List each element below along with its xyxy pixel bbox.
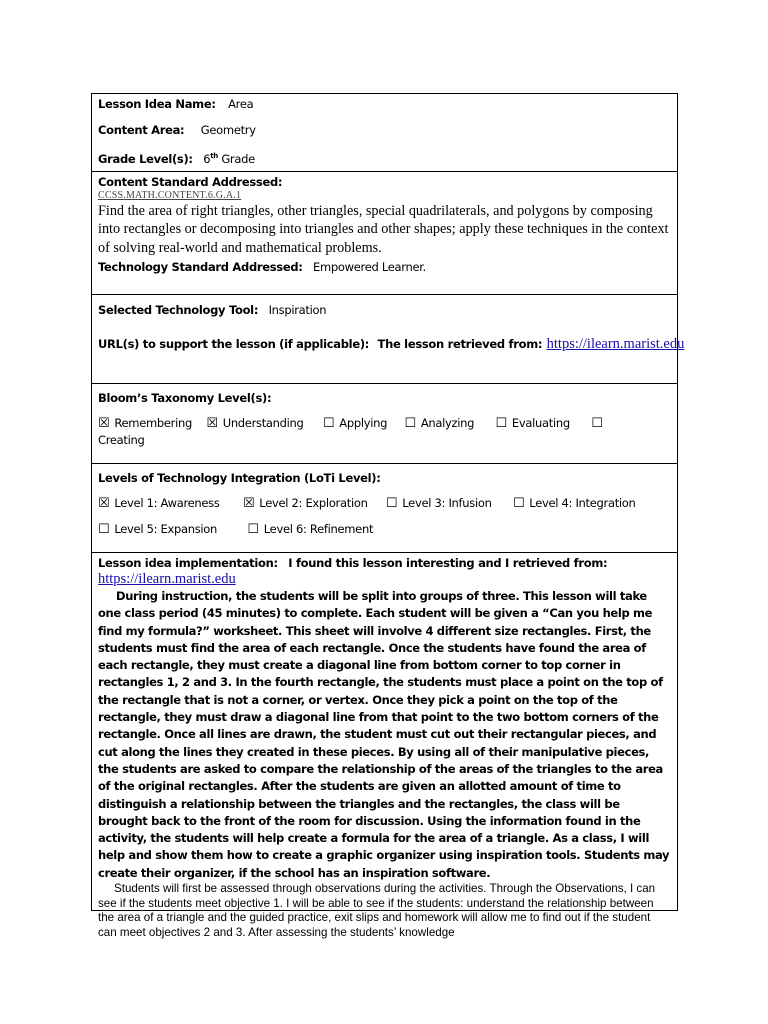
loti-level-2[interactable]: ☒ Level 2: Exploration: [242, 496, 368, 511]
grade-label: Grade Level(s):: [98, 151, 193, 166]
implementation-section: [92, 553, 677, 939]
content-standard-label: Content Standard Addressed:: [98, 175, 283, 189]
grade-number: 6: [203, 151, 211, 166]
loti-row-1: [98, 496, 671, 511]
standard-code: CCSS.MATH.CONTENT.6.G.A.1: [98, 190, 242, 201]
tech-standard-label: Technology Standard Addressed:: [98, 260, 303, 275]
checkbox-unchecked-icon: ☐: [495, 416, 507, 431]
implementation-paragraph-1: During instruction, the students will be split into groups of three. This lesson will take one class period (45 minutes) to complete. Each student will be given a “Can you help me find my formula?” worksheet. This sheet will involve 4 different size rectangles. First, the students must find the area of each rectangle. Once the students have found the area of each rectangle, they must create a diagonal line from bottom corner to top corner in rectangles 1, 2 and 3. In the fourth rectangle, the students must place a point on the top of the rectangle that is not a corner, or vertex. Once they pick a point on the top of the rectangle, they must draw a diagonal line from that point to the two bottom corners of the rectangle. Once all lines are drawn, the student must cut out their rectangular pieces, and cut along the lines they created in these pieces. By using all of their manipulative pieces, the students are asked to compare the relationship of the areas of the triangles to the area of the original rectangles. After the students are given an allotted amount of time to distinguish a relationship between the triangles and the rectangles, the class will be brought back to the front of the room for discussion. Using the information found in the activity, the students will help create a formula for the area of a triangle. As a class, I will help and show them how to create a graphic organizer using inspiration tools. Students may create their organizer, if the school has an inspiration software.: [98, 589, 670, 880]
loti-row-2: [98, 522, 671, 537]
checkbox-checked-icon: ☒: [98, 496, 110, 511]
implementation-label: Lesson idea implementation:: [98, 556, 278, 570]
loti-level-3[interactable]: ☐ Level 3: Infusion: [385, 496, 492, 511]
checkbox-checked-icon: ☒: [98, 416, 110, 431]
blooms-creating-box[interactable]: [591, 415, 607, 432]
checkbox-unchecked-icon: ☐: [591, 416, 603, 431]
loti-level-4[interactable]: ☐ Level 4: Integration: [512, 496, 636, 511]
content-area-label: Content Area:: [98, 123, 185, 137]
tech-standard-value: Empowered Learner.: [313, 260, 426, 275]
blooms-analyzing[interactable]: ☐ Analyzing: [404, 416, 475, 431]
url-label: URL(s) to support the lesson (if applicable):: [98, 337, 370, 351]
tool-section: [92, 295, 685, 384]
checkbox-checked-icon: ☒: [242, 496, 255, 511]
lesson-url-link[interactable]: https://ilearn.marist.edu: [546, 336, 685, 352]
url-row: [98, 336, 685, 352]
lesson-name-label: Lesson Idea Name:: [98, 97, 216, 111]
url-intro: The lesson retrieved from:: [377, 337, 543, 351]
grade-value: [203, 152, 255, 166]
standards-section: [92, 172, 677, 295]
checkbox-unchecked-icon: ☐: [404, 416, 416, 431]
grade-row: [98, 149, 671, 166]
blooms-applying[interactable]: ☐ Applying: [322, 416, 388, 431]
grade-suffix: th: [210, 152, 218, 160]
loti-section: [92, 464, 677, 553]
loti-level-1[interactable]: ☒ Level 1: Awareness: [98, 496, 220, 511]
blooms-remembering[interactable]: ☒ Remembering: [98, 416, 192, 431]
checkbox-checked-icon: ☒: [206, 416, 218, 431]
grade-word: Grade: [221, 151, 255, 166]
lesson-name-row: [98, 97, 671, 111]
lesson-name-value: Area: [228, 97, 254, 111]
checkbox-unchecked-icon: ☐: [385, 496, 398, 511]
loti-level-5[interactable]: ☐ Level 5: Expansion: [98, 522, 218, 537]
blooms-evaluating[interactable]: ☐ Evaluating: [495, 416, 570, 431]
loti-label: Levels of Technology Integration (LoTi Level):: [98, 471, 381, 485]
lesson-info-section: [92, 94, 677, 172]
checkbox-unchecked-icon: ☐: [512, 496, 525, 511]
checkbox-unchecked-icon: ☐: [322, 416, 335, 431]
implementation-url-link[interactable]: https://ilearn.marist.edu: [98, 571, 236, 587]
blooms-creating-label: Creating: [98, 433, 145, 447]
implementation-url-row: [98, 570, 671, 588]
lesson-plan-table: [91, 93, 685, 939]
blooms-section: [92, 384, 677, 464]
tool-row: [98, 303, 671, 317]
implementation-heading-row: [98, 556, 671, 570]
content-area-value: Geometry: [200, 123, 256, 137]
tool-value: Inspiration: [268, 303, 327, 317]
implementation-intro: I found this lesson interesting and I retrieved from:: [288, 556, 608, 570]
tech-standard-row: [98, 260, 671, 274]
checkbox-unchecked-icon: ☐: [247, 522, 259, 537]
blooms-label: Bloom’s Taxonomy Level(s):: [98, 391, 272, 405]
assessment-paragraph: Students will first be assessed through observations during the activities. Through the Observations, I can see if the students meet objective 1. I will be able to see if the students: understand the relationship between the area of a triangle and the guided practice, exit slips and homework will allow me to find out if the student can meet objectives 2 and 3. After assessing the students’ knowledge: [98, 882, 656, 939]
blooms-understanding[interactable]: ☒ Understanding: [206, 416, 304, 431]
content-area-row: [98, 123, 671, 137]
standard-description: Find the area of right triangles, other triangles, special quadrilaterals, and polygons by composing into rectangles or decomposing into triangles and other shapes; apply these techniques in the context of solving real-world and mathematical problems.: [98, 203, 669, 256]
loti-level-6[interactable]: ☐ Level 6: Refinement: [247, 522, 374, 537]
blooms-options: [98, 415, 671, 449]
checkbox-unchecked-icon: ☐: [98, 522, 110, 537]
tool-label: Selected Technology Tool:: [98, 303, 259, 317]
